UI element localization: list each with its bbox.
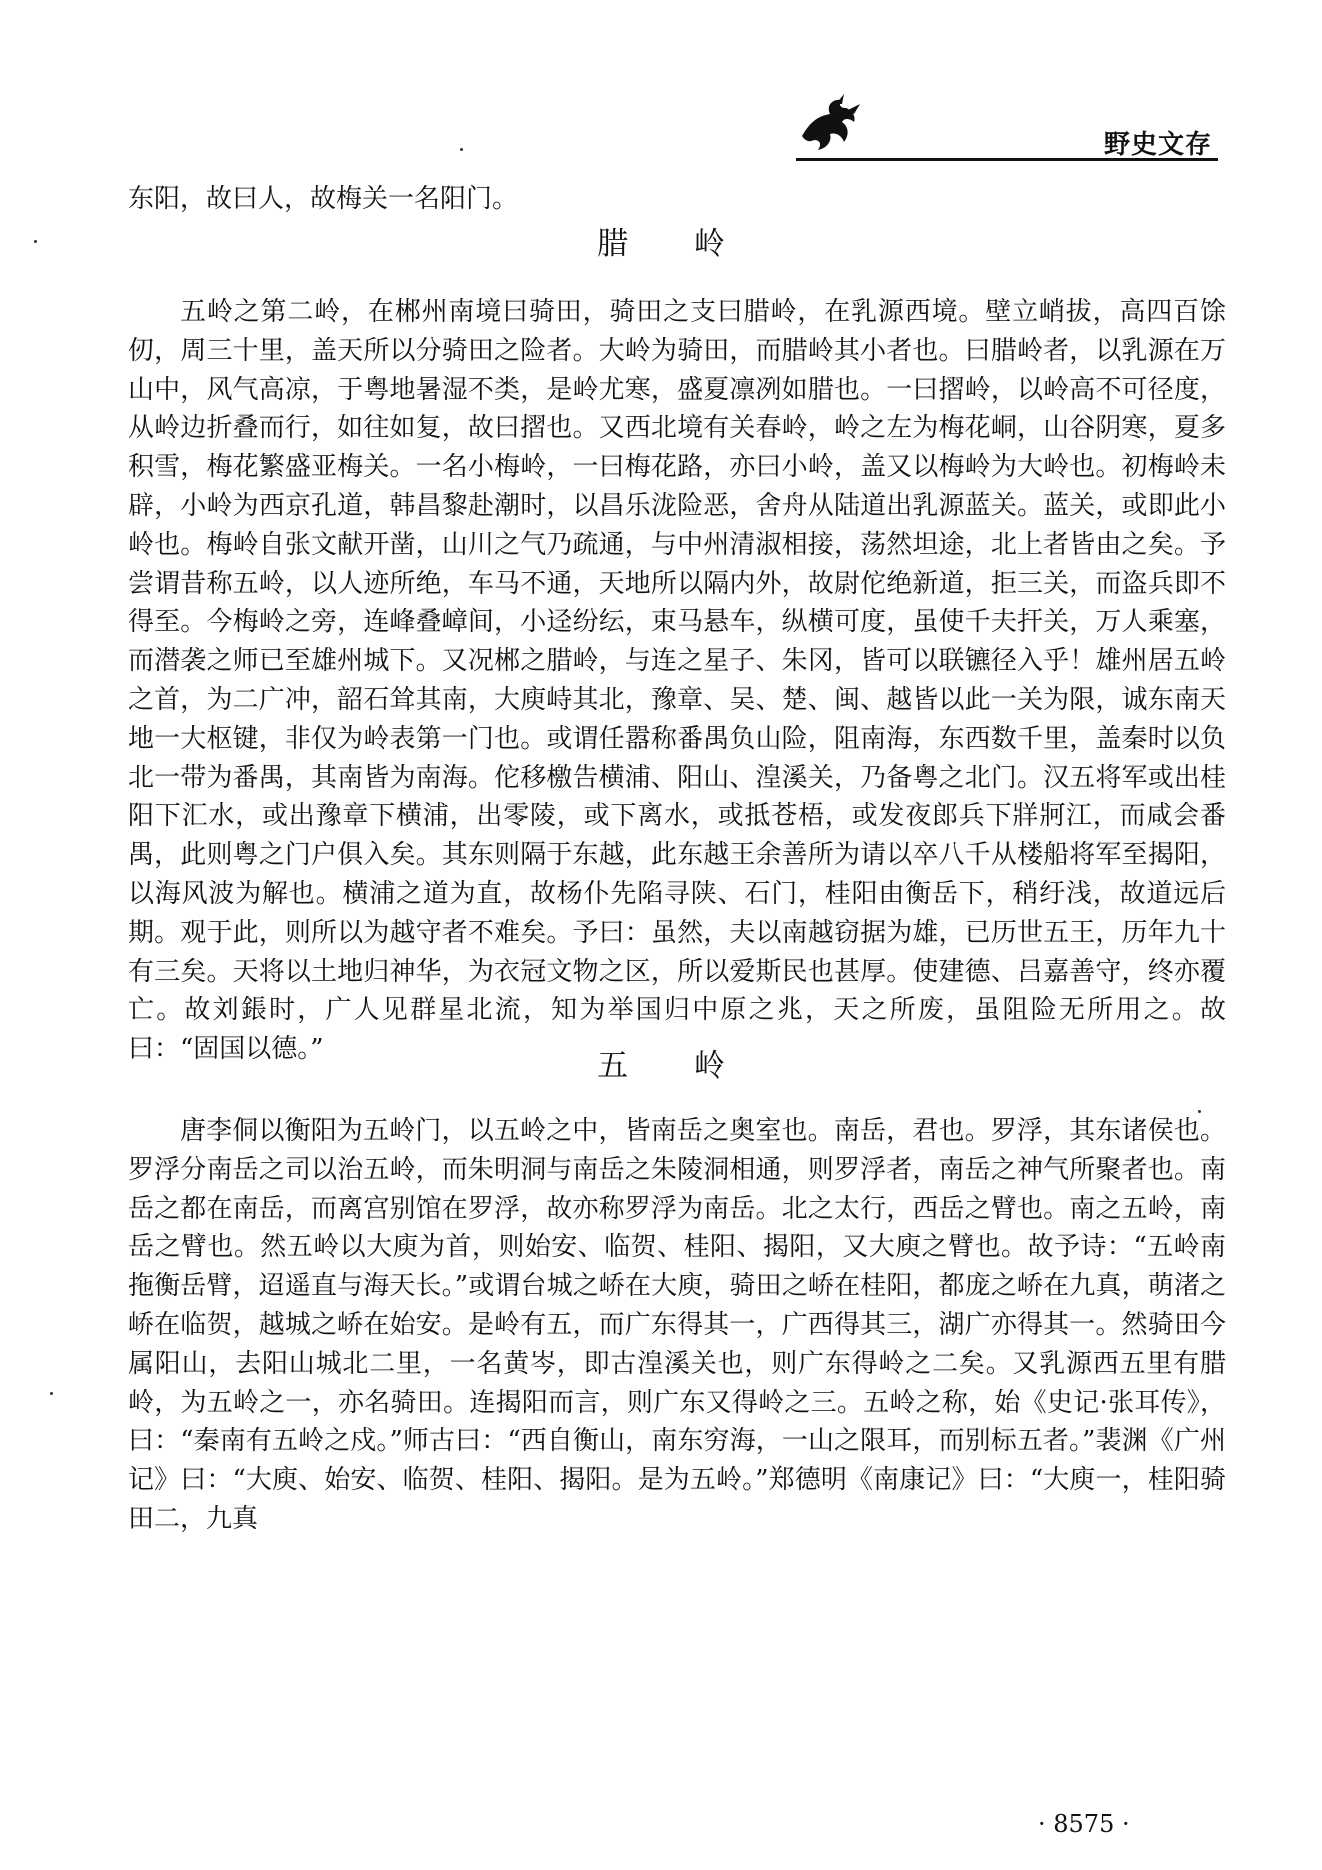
section-title-wuling: 五 岭	[597, 1048, 753, 1084]
continued-line: 东阳，故曰人，故梅关一名阳门。	[128, 184, 519, 214]
page-header	[0, 0, 1322, 170]
scan-speck	[34, 240, 37, 243]
scan-speck	[50, 1392, 53, 1395]
scan-speck	[460, 148, 463, 151]
header-rule	[796, 158, 1218, 161]
dragon-emblem-icon	[796, 92, 864, 156]
scan-speck	[1198, 1110, 1201, 1113]
body-paragraph-laling: 五岭之第二岭，在郴州南境曰骑田，骑田之支曰腊岭，在乳源西境。壁立峭拔，高四百馀仞，周三十里，盖天所以分骑田之险者。大岭为骑田，而腊岭其小者也。曰腊岭者，以乳源在万山中，风气高凉，于粤地暑湿不类，是岭尤寒，盛夏凛冽如腊也。一曰摺岭，以岭高不可径度，从岭边折叠而行，如往如复，故曰摺也。又西北境有关春岭，岭之左为梅花峒，山谷阴寒，夏多积雪，梅花繁盛亚梅关。一名小梅岭，一曰梅花路，亦曰小岭，盖又以梅岭为大岭也。初梅岭未辟，小岭为西京孔道，韩昌黎赴潮时，以昌乐泷险恶，舍舟从陆道出乳源蓝关。蓝关，或即此小岭也。梅岭自张文献开凿，山川之气乃疏通，与中州清淑相接，荡然坦途，北上者皆由之矣。予尝谓昔称五岭，以人迹所绝，车马不通，天地所以隔内外，故尉佗绝新道，拒三关，而盗兵即不得至。今梅岭之旁，连峰叠嶂间，小迳纷纭，束马悬车，纵横可度，虽使千夫扞关，万人乘塞，而潜袭之师已至雄州城下。又况郴之腊岭，与连之星子、朱冈，皆可以联镳径入乎！雄州居五岭之首，为二广冲，韶石耸其南，大庾峙其北，豫章、吴、楚、闽、越皆以此一关为限，诚东南天地一大枢键，非仅为岭表第一门也。或谓任嚣称番禺负山险，阻南海，东西数千里，盖秦时以负北一带为番禺，其南皆为南海。佗移檄告横浦、阳山、湟溪关，乃备粤之北门。汉五将军或出桂阳下汇水，或出豫章下横浦，出零陵，或下离水，或抵苍梧，或发夜郎兵下牂牁江，而咸会番禺，此则粤之门户俱入矣。其东则隔于东越，此东越王余善所为请以卒八千从楼船将军至揭阳，以海风波为解也。横浦之道为直，故杨仆先陷寻陕、石门，桂阳由衡岳下，稍纡浅，故道远后期。观于此，则所以为越守者不难矣。予曰：虽然，夫以南越窃据为雄，已历世五王，历年九十有三矣。天将以土地归神华，为衣冠文物之区，所以爱斯民也甚厚。使建德、吕嘉善守，终亦覆亡。故刘鋹时，广人见群星北流，知为举国归中原之兆，天之所废，虽阻险无所用之。故曰：“固国以德。”	[128, 297, 1226, 1065]
page-number: · 8575 ·	[1038, 1810, 1130, 1838]
section-title-laling: 腊 岭	[597, 226, 753, 262]
series-title: 野史文存	[1104, 130, 1213, 160]
body-paragraph-wuling: 唐李侗以衡阳为五岭门，以五岭之中，皆南岳之奥室也。南岳，君也。罗浮，其东诸侯也。罗浮分南岳之司以治五岭，而朱明洞与南岳之朱陵洞相通，则罗浮者，南岳之神气所聚者也。南岳之都在南岳，而离宫别馆在罗浮，故亦称罗浮为南岳。北之太行，西岳之臂也。南之五岭，南岳之臂也。然五岭以大庾为首，则始安、临贺、桂阳、揭阳，又大庾之臂也。故予诗：“五岭南拖衡岳臂，迢遥直与海天长。”或谓台城之峤在大庾，骑田之峤在桂阳，都庞之峤在九真，萌渚之峤在临贺，越城之峤在始安。是岭有五，而广东得其一，广西得其三，湖广亦得其一。然骑田今属阳山，去阳山城北二里，一名黄岑，即古湟溪关也，则广东得岭之二矣。又乳源西五里有腊岭，为五岭之一，亦名骑田。连揭阳而言，则广东又得岭之三。五岭之称，始《史记·张耳传》，曰：“秦南有五岭之戍。”师古曰：“西自衡山，南东穷海，一山之限耳，而别标五者。”裴渊《广州记》曰：“大庾、始安、临贺、桂阳、揭阳。是为五岭。”郑德明《南康记》曰：“大庾一，桂阳骑田二，九真	[128, 1116, 1226, 1534]
